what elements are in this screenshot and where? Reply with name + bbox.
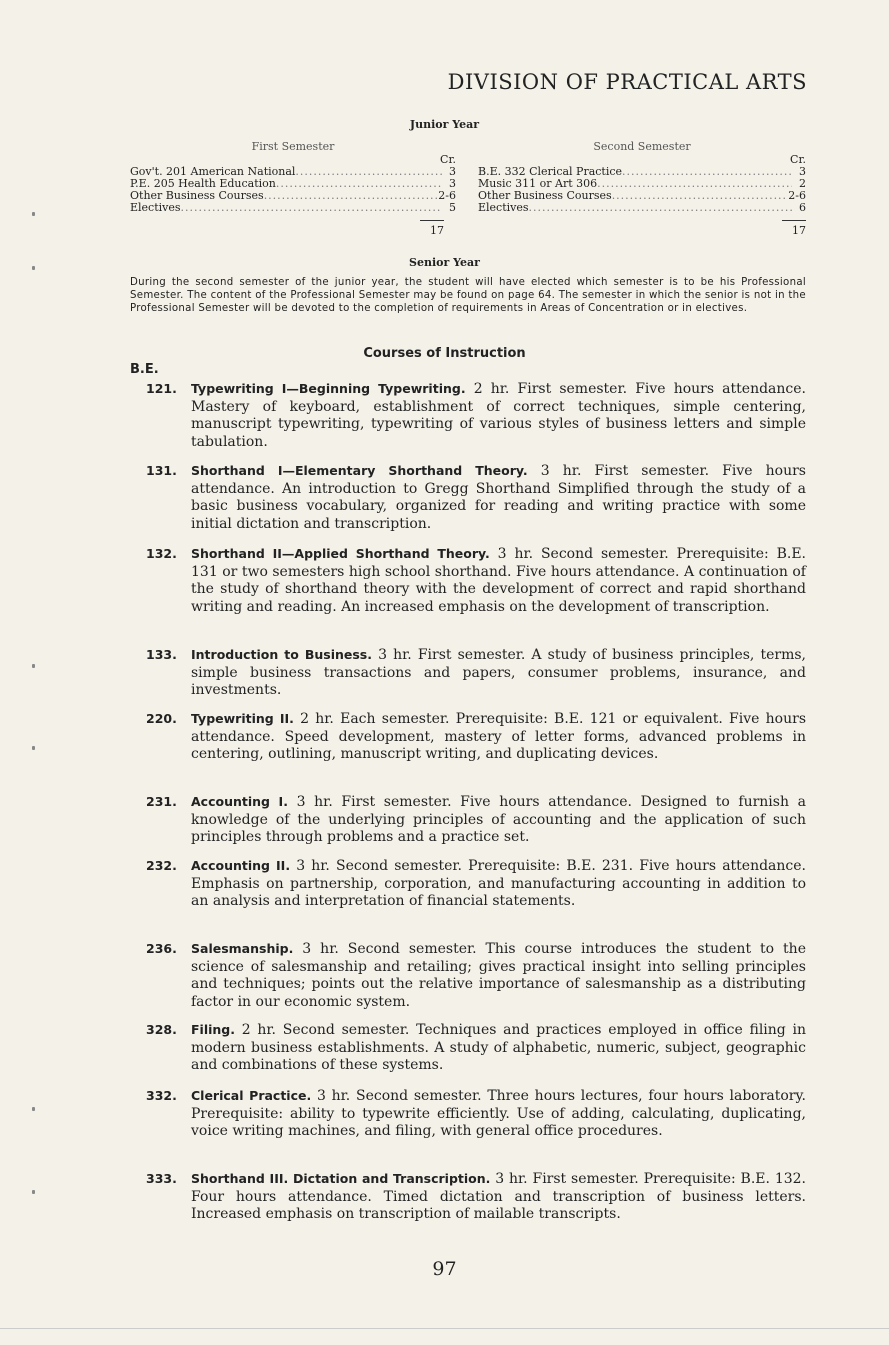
course-entry	[130, 793, 806, 847]
first-semester-label: First Semester	[251, 140, 335, 153]
course-name: P.E. 205 Health Education	[130, 177, 276, 190]
credit-header: Cr.	[790, 153, 806, 166]
course-number: 232.	[146, 858, 177, 873]
course-entry	[130, 380, 806, 451]
course-name: Other Business Courses	[130, 189, 264, 202]
course-description: 3 hr. Second semester. Prerequisite: B.E. 231. Five hours attendance. Emphasis on partnership, corporation, and manufacturing accounting in addition to an analysis and interpretation of financial statements.	[191, 858, 806, 909]
course-description: 3 hr. Second semester. Prerequisite: B.E. 131 or two semesters high school shorthand. Five hours attendance. A continuation of the study of shorthand theory with the development of correct and rapid shorthand writing and reading. An increased emphasis on the development of transcription.	[191, 546, 806, 615]
course-credit: 3	[449, 165, 456, 178]
margin-speck	[32, 1107, 35, 1111]
course-credit: 6	[799, 201, 806, 214]
course-description: 3 hr. Second semester. This course introduces the student to the science of salesmanship and retailing; gives practical insight into selling principles and techniques; points out the relative importance of salesmanship as a distributing factor in our economic system.	[191, 941, 806, 1010]
course-entry	[130, 462, 806, 533]
course-name: B.E. 332 Clerical Practice	[478, 165, 623, 178]
course-credit: 2-6	[788, 189, 806, 202]
first-semester-total: 17	[420, 220, 444, 237]
course-number: 132.	[146, 546, 177, 561]
course-credit: 2	[799, 177, 806, 190]
senior-year-title: Senior Year	[409, 256, 480, 269]
margin-speck	[32, 746, 35, 750]
course-number: 328.	[146, 1022, 177, 1037]
course-entry	[130, 545, 806, 616]
course-title: Shorthand III. Dictation and Transcription.	[191, 1171, 491, 1186]
second-semester-total: 17	[782, 220, 806, 237]
course-title: Accounting I.	[191, 794, 288, 809]
course-entry	[130, 857, 806, 911]
course-title: Typewriting II.	[191, 711, 294, 726]
margin-speck	[32, 1190, 35, 1194]
course-number: 133.	[146, 647, 177, 662]
course-description: 2 hr. Each semester. Prerequisite: B.E. 121 or equivalent. Five hours attendance. Speed development, mastery of letter forms, advanced problems in centering, outlining, manuscript writing, and duplicating devices.	[191, 711, 806, 762]
course-number: 236.	[146, 941, 177, 956]
course-title: Accounting II.	[191, 858, 291, 873]
course-description: 3 hr. First semester. Five hours attendance. Designed to furnish a knowledge of the underlying principles of accounting and the application of such principles through problems and a practice set.	[191, 794, 806, 845]
first-semester-column	[130, 140, 456, 237]
junior-year-title: Junior Year	[409, 118, 480, 131]
department-label: B.E.	[130, 362, 159, 377]
course-name: Gov't. 201 American National	[130, 165, 296, 178]
page-header: DIVISION OF PRACTICAL ARTS	[447, 70, 807, 94]
course-description: 3 hr. Second semester. Three hours lectures, four hours laboratory. Prerequisite: ability to typewrite efficiently. Use of adding, calculating, duplicating, voice writing machines, and filing, with general office procedures.	[191, 1088, 807, 1139]
margin-speck	[32, 266, 35, 270]
senior-year-text: During the second semester of the junior year, the student will have elected which semester is to be his Professional Semester. The content of the Professional Semester may be found on page 64. The semester in which the senior is not in the Professional Semester will be devoted to the completion of requirements in Areas of Concentration or in electives.	[130, 277, 806, 314]
course-credit: 3	[449, 177, 456, 190]
course-credit: 5	[449, 201, 456, 214]
courses-of-instruction-title: Courses of Instruction	[363, 346, 526, 361]
course-number: 231.	[146, 794, 177, 809]
course-number: 332.	[146, 1088, 177, 1103]
second-semester-label: Second Semester	[593, 140, 691, 153]
course-number: 131.	[146, 463, 177, 478]
margin-speck	[32, 212, 35, 216]
course-description: 3 hr. First semester. Five hours attendance. An introduction to Gregg Shorthand Simplified through the study of a basic business vocabulary, organized for reading and writing practice with some initial dictation and transcription.	[191, 463, 806, 532]
course-title: Shorthand II—Applied Shorthand Theory.	[191, 546, 490, 561]
course-description: 3 hr. First semester. Prerequisite: B.E. 132. Four hours attendance. Timed dictation and transcription of business letters. Increased emphasis on transcription of mailable transcripts.	[191, 1171, 806, 1222]
course-entry	[130, 1170, 806, 1224]
course-title: Salesmanship.	[191, 941, 294, 956]
course-credit: 2-6	[438, 189, 456, 202]
course-row	[130, 202, 456, 214]
course-number: 333.	[146, 1171, 177, 1186]
course-name: Other Business Courses	[478, 189, 612, 202]
course-credit: 3	[799, 165, 806, 178]
course-title: Introduction to Business.	[191, 647, 372, 662]
second-semester-column	[478, 140, 806, 237]
course-entry	[130, 710, 806, 764]
course-title: Filing.	[191, 1022, 235, 1037]
course-description: 2 hr. Second semester. Techniques and practices employed in office filing in modern business establishments. A study of alphabetic, numeric, subject, geographic and combinations of these systems.	[191, 1022, 806, 1073]
course-name: Music 311 or Art 306	[478, 177, 598, 190]
course-number: 220.	[146, 711, 177, 726]
margin-speck	[32, 664, 35, 668]
credit-header: Cr.	[440, 153, 456, 166]
course-title: Shorthand I—Elementary Shorthand Theory.	[191, 463, 528, 478]
course-entry	[130, 940, 806, 1011]
course-number: 121.	[146, 381, 177, 396]
course-title: Clerical Practice.	[191, 1088, 312, 1103]
page-number: 97	[432, 1258, 457, 1280]
course-entry	[130, 1087, 806, 1141]
course-entry	[130, 646, 806, 700]
course-description: 3 hr. First semester. A study of business principles, terms, simple business transactions and papers, consumer problems, insurance, and investments.	[191, 647, 806, 698]
course-name: Electives	[130, 201, 181, 214]
scan-edge-line	[0, 1328, 889, 1329]
course-row	[478, 202, 806, 214]
course-entry	[130, 1021, 806, 1075]
course-description: 2 hr. First semester. Five hours attendance. Mastery of keyboard, establishment of correct techniques, simple centering, manuscript typewriting, typewriting of various styles of business letters and simple tabulation.	[191, 381, 806, 450]
course-title: Typewriting I—Beginning Typewriting.	[191, 381, 466, 396]
course-name: Electives	[478, 201, 529, 214]
